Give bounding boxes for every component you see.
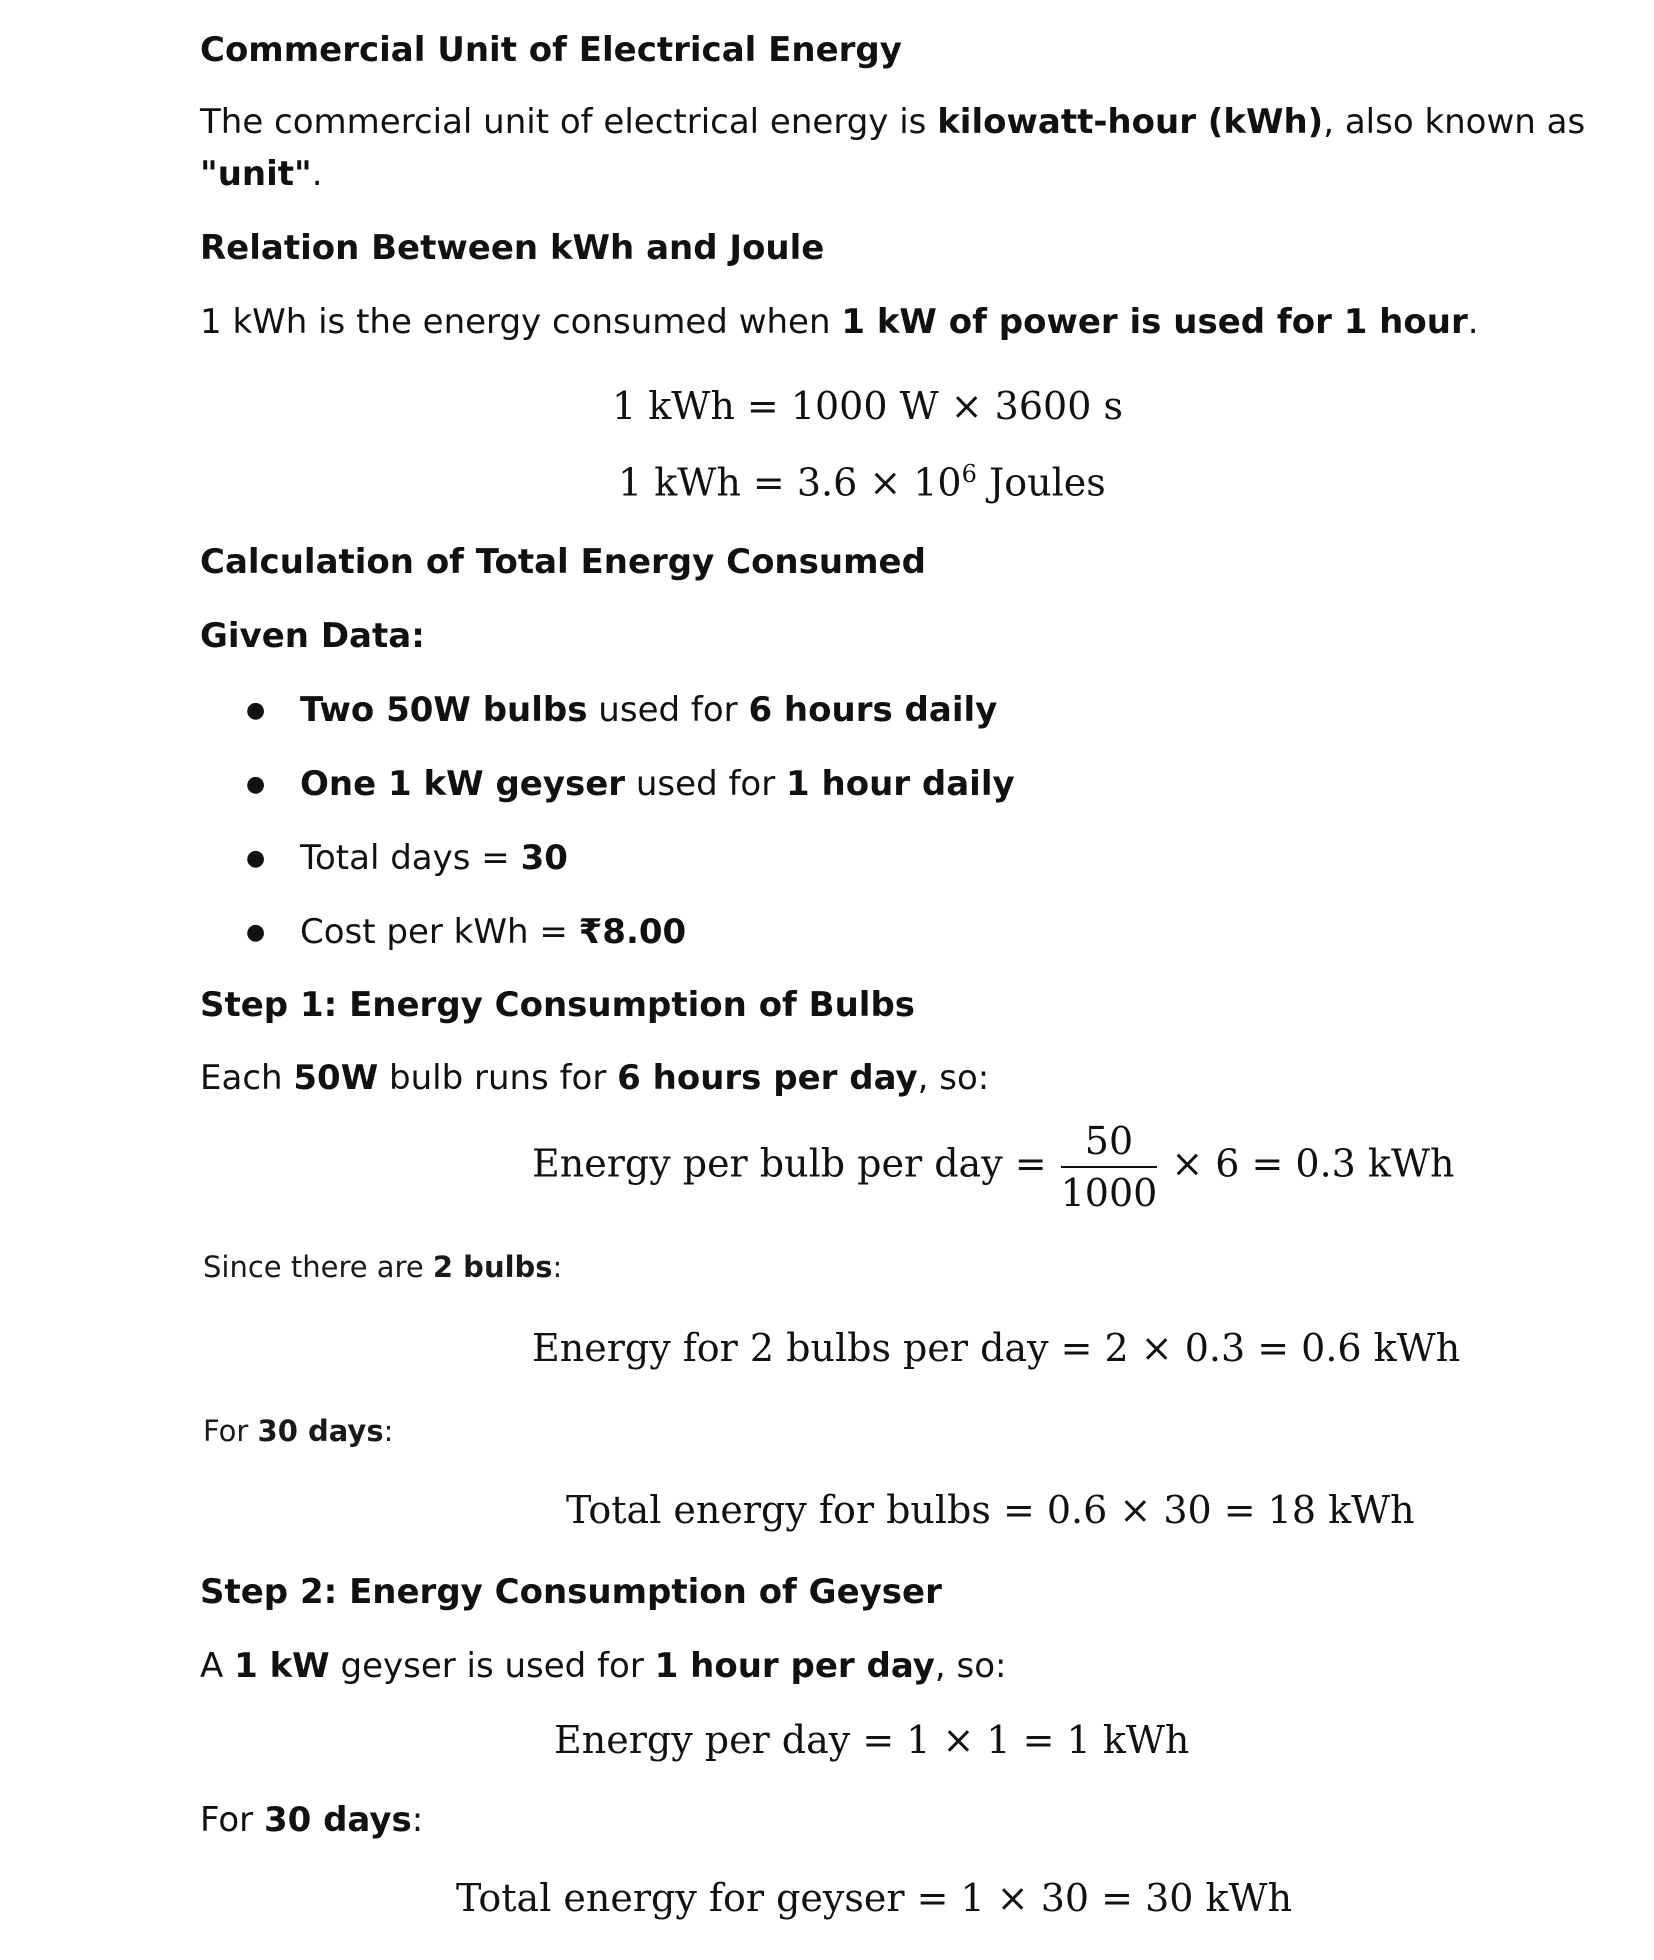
item-bold-value: ₹8.00 (578, 912, 687, 952)
step1-heading: Step 1: Energy Consumption of Bulbs (200, 985, 916, 1025)
bold: 50W (293, 1058, 379, 1098)
denominator: 1000 (1060, 1171, 1158, 1215)
text: geyser is used for (329, 1646, 655, 1686)
bold: 30 days (257, 1414, 384, 1448)
intro-bold-unit: "unit" (200, 154, 312, 194)
text: : (383, 1414, 394, 1448)
intro-line-1 (200, 102, 1585, 142)
equation-kwh-watts: 1 kWh = 1000 W × 3600 s (612, 384, 1123, 428)
item-bold-value: 30 (520, 838, 568, 878)
relation-end: . (1467, 302, 1479, 342)
eq-lhs: 1 kWh (612, 384, 735, 428)
bullet-icon: ● (246, 772, 266, 797)
item-text: Cost per kWh = (300, 912, 579, 952)
bold: 2 bulbs (432, 1250, 553, 1284)
item-text: used for (625, 764, 787, 804)
eq-exponent: 6 (961, 460, 977, 488)
bullet-icon: ● (246, 698, 266, 723)
bold: 1 kW (234, 1646, 330, 1686)
fraction (1061, 1116, 1158, 1218)
eq-rhs: 3.6 × 10 (796, 460, 962, 505)
text: Each (200, 1058, 294, 1098)
list-item (300, 838, 568, 878)
bold: 1 hour per day (654, 1646, 935, 1686)
intro-end: . (311, 154, 323, 194)
for-30-days-text (203, 1414, 393, 1448)
text: For (200, 1800, 264, 1840)
text: : (552, 1250, 563, 1284)
list-item (300, 912, 686, 952)
intro-bold-kwh: kilowatt-hour (kWh) (937, 102, 1324, 142)
text: : (411, 1800, 424, 1840)
text: , so: (917, 1058, 990, 1098)
text: , so: (934, 1646, 1007, 1686)
relation-text (200, 302, 1479, 342)
item-bold: One 1 kW geyser (300, 764, 626, 804)
text: Since there are (203, 1250, 433, 1284)
intro-text-mid: , also known as (1323, 102, 1586, 142)
numerator: 50 (1061, 1116, 1158, 1168)
calc-heading: Calculation of Total Energy Consumed (200, 542, 926, 582)
item-text: Total days = (300, 838, 521, 878)
relation-heading: Relation Between kWh and Joule (200, 228, 825, 268)
eq-unit: Joules (976, 460, 1106, 505)
text: A (200, 1646, 235, 1686)
eq-lhs: Energy per bulb per day (532, 1141, 1003, 1186)
equation-total-geyser: Total energy for geyser = 1 × 30 = 30 kWh (456, 1876, 1293, 1920)
text: For (203, 1414, 258, 1448)
equation-total-bulbs: Total energy for bulbs = 0.6 × 30 = 18 kWh (566, 1488, 1415, 1532)
eq-lhs: 1 kWh (618, 460, 741, 505)
eq-rhs: 1000 W × 3600 s (790, 384, 1123, 428)
relation-text-pre: 1 kWh is the energy consumed when (200, 302, 842, 342)
equation-energy-per-bulb: Energy per bulb per day = $\frac{50}{1000}$ × 6 = 0.3 kWh (532, 1116, 1454, 1218)
item-text: used for (587, 690, 749, 730)
bold: 30 days (263, 1800, 412, 1840)
for-30-days-text-2 (200, 1800, 423, 1840)
given-data-heading: Given Data: (200, 616, 425, 656)
since-text (203, 1250, 562, 1284)
step2-heading: Step 2: Energy Consumption of Geyser (200, 1572, 942, 1612)
page-title: Commercial Unit of Electrical Energy (200, 30, 902, 70)
text: bulb runs for (378, 1058, 618, 1098)
bold: 6 hours per day (617, 1058, 918, 1098)
list-item (300, 764, 1015, 804)
bullet-icon: ● (246, 920, 266, 945)
eq-rhs: × 6 = 0.3 kWh (1171, 1141, 1455, 1186)
list-item (300, 690, 997, 730)
item-bold-value: 6 hours daily (748, 690, 998, 730)
item-bold-value: 1 hour daily (786, 764, 1015, 804)
equation-kwh-joules: 1 kWh = $3.6 \times 10^6$ Joules (618, 460, 1106, 505)
relation-bold: 1 kW of power is used for 1 hour (841, 302, 1468, 342)
equation-two-bulbs: Energy for 2 bulbs per day = 2 × 0.3 = 0.6 kWh (532, 1326, 1461, 1370)
item-bold: Two 50W bulbs (300, 690, 588, 730)
intro-text: The commercial unit of electrical energy is (200, 102, 938, 142)
bullet-icon: ● (246, 846, 266, 871)
intro-line-2 (200, 154, 323, 194)
equation-geyser-per-day: Energy per day = 1 × 1 = 1 kWh (554, 1718, 1190, 1762)
step1-text (200, 1058, 989, 1098)
step2-text (200, 1646, 1007, 1686)
